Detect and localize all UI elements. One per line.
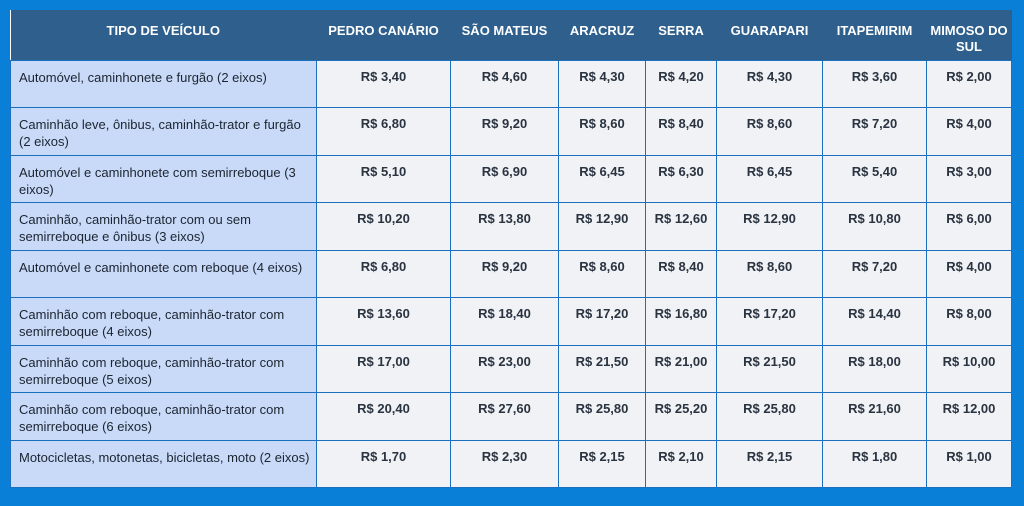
price-cell: R$ 23,00 bbox=[451, 345, 559, 393]
column-header-location: ARACRUZ bbox=[559, 10, 646, 60]
column-header-location: PEDRO CANÁRIO bbox=[317, 10, 451, 60]
table-header bbox=[11, 10, 1012, 60]
price-cell: R$ 8,60 bbox=[717, 108, 823, 156]
price-cell: R$ 1,00 bbox=[927, 440, 1012, 488]
column-header-location: SERRA bbox=[646, 10, 717, 60]
price-cell: R$ 7,20 bbox=[823, 108, 927, 156]
price-cell: R$ 6,45 bbox=[559, 155, 646, 203]
price-cell: R$ 12,00 bbox=[927, 393, 1012, 441]
price-cell: R$ 3,00 bbox=[927, 155, 1012, 203]
price-cell: R$ 2,15 bbox=[559, 440, 646, 488]
price-cell: R$ 8,60 bbox=[559, 250, 646, 298]
vehicle-type-cell: Caminhão com reboque, caminhão-trator com semirreboque (6 eixos) bbox=[11, 393, 317, 441]
column-header-vehicle-type: TIPO DE VEÍCULO bbox=[11, 10, 317, 60]
price-cell: R$ 2,30 bbox=[451, 440, 559, 488]
price-cell: R$ 13,80 bbox=[451, 203, 559, 251]
price-cell: R$ 7,20 bbox=[823, 250, 927, 298]
vehicle-type-cell: Automóvel e caminhonete com semirreboque (3 eixos) bbox=[11, 155, 317, 203]
price-cell: R$ 21,60 bbox=[823, 393, 927, 441]
price-cell: R$ 3,60 bbox=[823, 60, 927, 108]
table-row bbox=[11, 155, 1012, 203]
price-cell: R$ 21,00 bbox=[646, 345, 717, 393]
price-cell: R$ 8,40 bbox=[646, 250, 717, 298]
price-cell: R$ 17,20 bbox=[717, 298, 823, 346]
price-cell: R$ 2,15 bbox=[717, 440, 823, 488]
table-body bbox=[11, 60, 1012, 488]
price-cell: R$ 21,50 bbox=[559, 345, 646, 393]
table-row bbox=[11, 108, 1012, 156]
vehicle-type-cell: Automóvel, caminhonete e furgão (2 eixos) bbox=[11, 60, 317, 108]
price-cell: R$ 5,10 bbox=[317, 155, 451, 203]
price-cell: R$ 18,00 bbox=[823, 345, 927, 393]
price-cell: R$ 25,80 bbox=[717, 393, 823, 441]
vehicle-type-cell: Motocicletas, motonetas, bicicletas, moto (2 eixos) bbox=[11, 440, 317, 488]
table-row bbox=[11, 298, 1012, 346]
price-cell: R$ 13,60 bbox=[317, 298, 451, 346]
price-cell: R$ 12,90 bbox=[559, 203, 646, 251]
vehicle-type-cell: Caminhão com reboque, caminhão-trator com semirreboque (5 eixos) bbox=[11, 345, 317, 393]
price-cell: R$ 12,60 bbox=[646, 203, 717, 251]
price-cell: R$ 17,20 bbox=[559, 298, 646, 346]
price-cell: R$ 8,40 bbox=[646, 108, 717, 156]
price-cell: R$ 16,80 bbox=[646, 298, 717, 346]
table-row bbox=[11, 250, 1012, 298]
price-cell: R$ 4,00 bbox=[927, 250, 1012, 298]
price-cell: R$ 12,90 bbox=[717, 203, 823, 251]
price-cell: R$ 4,60 bbox=[451, 60, 559, 108]
price-cell: R$ 8,60 bbox=[559, 108, 646, 156]
price-cell: R$ 20,40 bbox=[317, 393, 451, 441]
price-cell: R$ 4,20 bbox=[646, 60, 717, 108]
toll-table-frame bbox=[10, 10, 1011, 488]
column-header-location: MIMOSO DO SUL bbox=[927, 10, 1012, 60]
column-header-location: ITAPEMIRIM bbox=[823, 10, 927, 60]
price-cell: R$ 4,00 bbox=[927, 108, 1012, 156]
price-cell: R$ 2,00 bbox=[927, 60, 1012, 108]
table-row bbox=[11, 60, 1012, 108]
price-cell: R$ 1,70 bbox=[317, 440, 451, 488]
price-cell: R$ 4,30 bbox=[559, 60, 646, 108]
table-row bbox=[11, 440, 1012, 488]
price-cell: R$ 4,30 bbox=[717, 60, 823, 108]
price-cell: R$ 10,20 bbox=[317, 203, 451, 251]
price-cell: R$ 6,45 bbox=[717, 155, 823, 203]
price-cell: R$ 8,60 bbox=[717, 250, 823, 298]
price-cell: R$ 18,40 bbox=[451, 298, 559, 346]
price-cell: R$ 27,60 bbox=[451, 393, 559, 441]
toll-price-table bbox=[10, 10, 1012, 488]
price-cell: R$ 17,00 bbox=[317, 345, 451, 393]
vehicle-type-cell: Caminhão com reboque, caminhão-trator com semirreboque (4 eixos) bbox=[11, 298, 317, 346]
price-cell: R$ 6,90 bbox=[451, 155, 559, 203]
price-cell: R$ 9,20 bbox=[451, 108, 559, 156]
price-cell: R$ 14,40 bbox=[823, 298, 927, 346]
price-cell: R$ 1,80 bbox=[823, 440, 927, 488]
header-row bbox=[11, 10, 1012, 60]
vehicle-type-cell: Automóvel e caminhonete com reboque (4 eixos) bbox=[11, 250, 317, 298]
price-cell: R$ 6,00 bbox=[927, 203, 1012, 251]
price-cell: R$ 25,80 bbox=[559, 393, 646, 441]
column-header-location: GUARAPARI bbox=[717, 10, 823, 60]
price-cell: R$ 10,80 bbox=[823, 203, 927, 251]
price-cell: R$ 8,00 bbox=[927, 298, 1012, 346]
price-cell: R$ 5,40 bbox=[823, 155, 927, 203]
table-row bbox=[11, 393, 1012, 441]
price-cell: R$ 25,20 bbox=[646, 393, 717, 441]
price-cell: R$ 6,80 bbox=[317, 250, 451, 298]
price-cell: R$ 10,00 bbox=[927, 345, 1012, 393]
price-cell: R$ 9,20 bbox=[451, 250, 559, 298]
price-cell: R$ 21,50 bbox=[717, 345, 823, 393]
table-row bbox=[11, 203, 1012, 251]
price-cell: R$ 6,30 bbox=[646, 155, 717, 203]
price-cell: R$ 6,80 bbox=[317, 108, 451, 156]
column-header-location: SÃO MATEUS bbox=[451, 10, 559, 60]
price-cell: R$ 2,10 bbox=[646, 440, 717, 488]
vehicle-type-cell: Caminhão leve, ônibus, caminhão-trator e furgão (2 eixos) bbox=[11, 108, 317, 156]
price-cell: R$ 3,40 bbox=[317, 60, 451, 108]
vehicle-type-cell: Caminhão, caminhão-trator com ou sem semirreboque e ônibus (3 eixos) bbox=[11, 203, 317, 251]
table-row bbox=[11, 345, 1012, 393]
